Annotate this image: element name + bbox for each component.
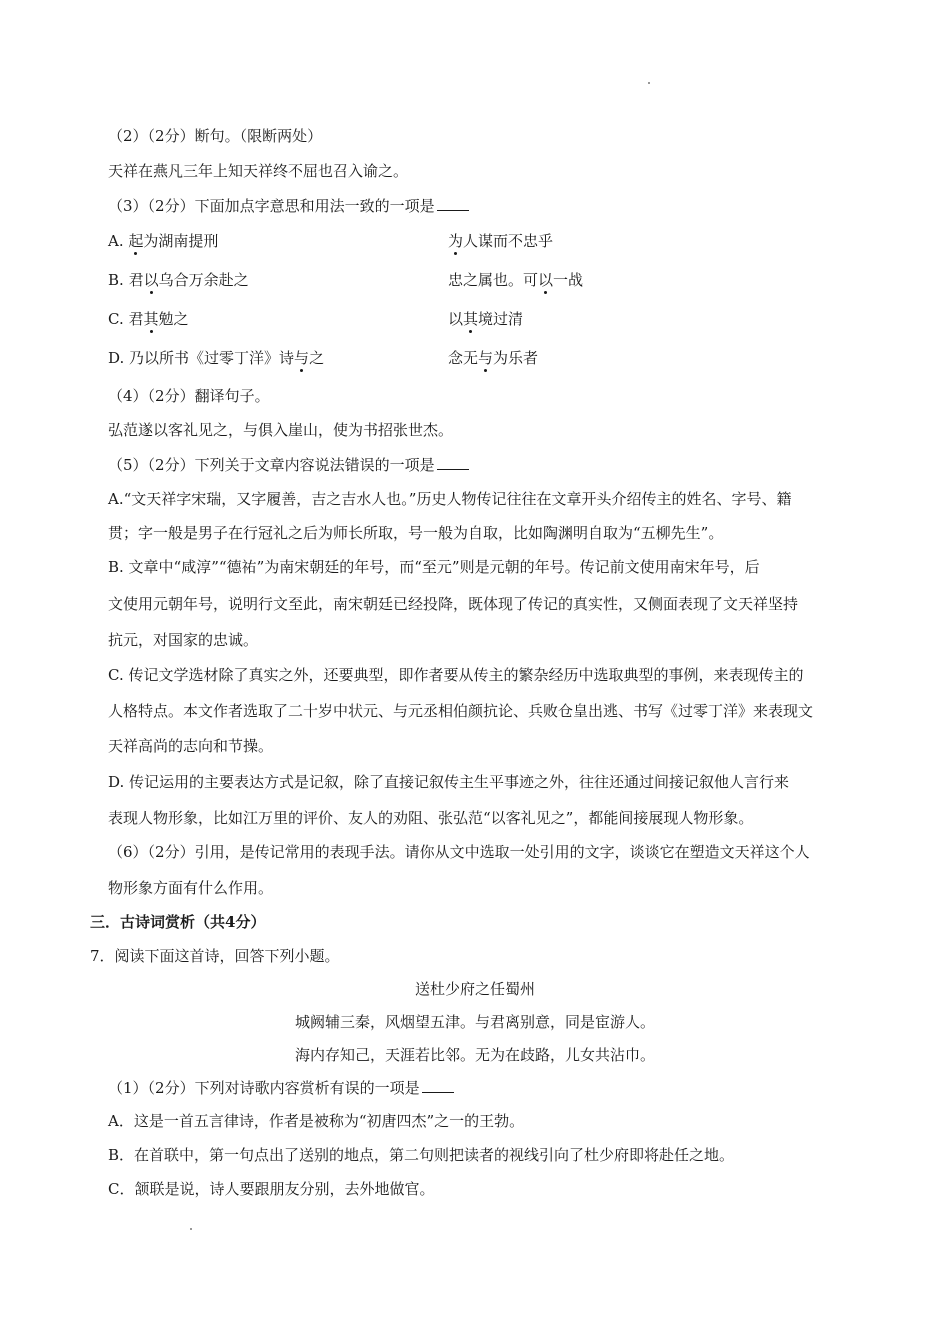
q6-part3-option-d: D. 乃以所书《过零丁洋》诗与之 [108,349,325,367]
q7-part1-option-a: A．这是一首五言律诗，作者是被称为“初唐四杰”之一的王勃。 [108,1112,525,1130]
dotted-char: 以 [538,271,554,289]
q6-part5-option-a-line1: A.“文天祥字宋瑞，又字履善，吉之吉水人也。”历史人物传记往往在文章开头介绍传主的姓名、字号、籍 [108,490,792,508]
q6-part5-option-c-line1: C. 传记文学选材除了真实之外，还要典型，即作者要从传主的繁杂经历中选取典型的事例，来表现传主的 [108,666,804,684]
q6-part2-text: 天祥在燕凡三年上知天祥终不屈也召入谕之。 [108,162,409,180]
q6-part3-option-a-compare: 为人谋而不忠乎 [448,232,554,250]
scan-speck [648,82,650,84]
q6-part6-line1: （6）（2分）引用，是传记常用的表现手法。请你从文中选取一处引用的文字，谈谈它在塑造文天祥这个人 [108,843,810,861]
q7-part1-stem: （1）（2分）下列对诗歌内容赏析有误的一项是 [108,1078,454,1098]
q6-part5-option-c-line3: 天祥高尚的志向和节操。 [108,737,274,755]
poem-line-1: 城阙辅三秦，风烟望五津。与君离别意，同是宦游人。 [294,1013,655,1031]
q7-stem: 7．阅读下面这首诗，回答下列小题。 [90,947,340,965]
answer-blank [437,196,469,211]
q7-part1-option-c: C．颔联是说，诗人要跟朋友分别，去外地做官。 [108,1180,435,1198]
q6-part3-option-a: A. 起为湖南提刑 [108,232,219,250]
q6-part5-option-b-line1: B. 文章中“咸淳”“德祐”为南宋朝廷的年号，而“至元”则是元朝的年号。传记前文使用南宋年号，后 [108,558,760,576]
q6-part5-option-a-line2: 贯；字一般是男子在行冠礼之后为师长所取，号一般为自取，比如陶渊明自取为“五柳先生”。 [108,524,724,542]
q6-part3-option-c-compare: 以其境过清 [448,310,524,328]
dotted-char: 其 [143,310,159,328]
q6-part2-stem: （2）（2分）断句。（限断两处） [108,127,323,145]
q6-part5-option-d-line2: 表现人物形象，比如江万里的评价、友人的劝阻、张弘范“以客礼见之”，都能间接展现人物形象。 [108,809,754,827]
q6-part5-option-b-line3: 抗元，对国家的忠诚。 [108,631,259,649]
dotted-char: 与 [478,349,494,367]
dotted-char: 起 [128,232,144,250]
poem-line-2: 海内存知己，天涯若比邻。无为在歧路，儿女共沾巾。 [294,1046,655,1064]
q6-part6-line2: 物形象方面有什么作用。 [108,879,274,897]
q6-part3-stem: （3）（2分）下面加点字意思和用法一致的一项是 [108,196,469,216]
q6-part5-option-c-line2: 人格特点。本文作者选取了二十岁中状元、与元丞相伯颜抗论、兵败仓皇出逃、书写《过零丁洋》来表现文 [108,702,814,720]
scan-speck [190,1228,192,1230]
answer-blank [437,455,469,470]
answer-blank [422,1078,454,1093]
q6-part3-option-c: C. 君其勉之 [108,310,189,328]
section-heading: 三．古诗词赏析（共4分） [90,913,266,931]
q6-part4-stem: （4）（2分）翻译句子。 [108,387,270,405]
q6-part5-option-b-line2: 文使用元朝年号，说明行文至此，南宋朝廷已经投降，既体现了传记的真实性，又侧面表现了文天祥坚持 [108,595,799,613]
q6-part3-option-d-compare: 念无与为乐者 [448,349,539,367]
dotted-char: 为 [448,232,464,250]
q7-part1-option-b: B．在首联中，第一句点出了送别的地点，第二句则把读者的视线引向了杜少府即将赴任之地。 [108,1146,735,1164]
q6-part3-option-b: B. 君以乌合万余赴之 [108,271,249,289]
q6-part5-option-d-line1: D. 传记运用的主要表达方式是记叙，除了直接记叙传主生平事迹之外，往往还通过间接记叙他人言行来 [108,773,790,791]
dotted-char: 其 [463,310,479,328]
q6-part5-stem: （5）（2分）下列关于文章内容说法错误的一项是 [108,455,469,475]
q6-part3-option-b-compare: 忠之属也。可以一战 [448,271,584,289]
dotted-char: 以 [143,271,159,289]
q6-part4-text: 弘范遂以客礼见之，与俱入崖山，使为书招张世杰。 [108,421,454,439]
dotted-char: 与 [294,349,310,367]
poem-title: 送杜少府之任蜀州 [414,980,535,998]
